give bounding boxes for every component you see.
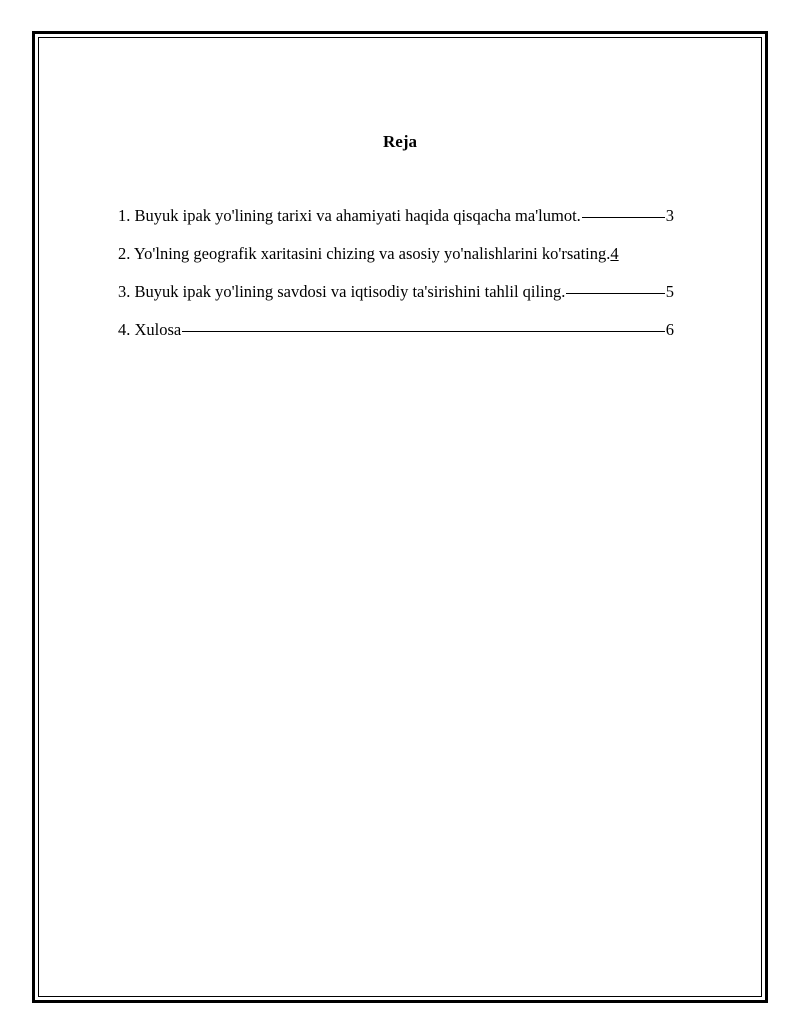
toc-item	[118, 243, 674, 281]
toc-page-number: 3	[665, 206, 674, 225]
toc-item-text: 1. Buyuk ipak yo'lining tarixi va ahamiyati haqida qisqacha ma'lumot.	[118, 206, 581, 225]
toc-page-number: 6	[665, 320, 674, 339]
toc-leader-line	[182, 331, 665, 332]
toc-leader-line	[582, 217, 665, 218]
toc-item-text: 3. Buyuk ipak yo'lining savdosi va iqtisodiy ta'sirishini tahlil qiling.	[118, 282, 566, 301]
toc-page-number: 5	[665, 282, 674, 301]
toc-leader-line	[566, 293, 664, 294]
toc-item-text: 4. Xulosa	[118, 320, 182, 339]
toc-item	[118, 281, 674, 319]
page-title: Reja	[383, 132, 417, 151]
page-border-inner	[38, 37, 762, 997]
table-of-contents	[118, 205, 674, 357]
toc-item	[118, 319, 674, 357]
toc-page-number: 4	[610, 244, 619, 263]
toc-item	[118, 205, 674, 243]
toc-item-text: 2. Yo'lning geografik xaritasini chizing va asosiy yo'nalishlarini ko'rsating.	[118, 244, 611, 263]
